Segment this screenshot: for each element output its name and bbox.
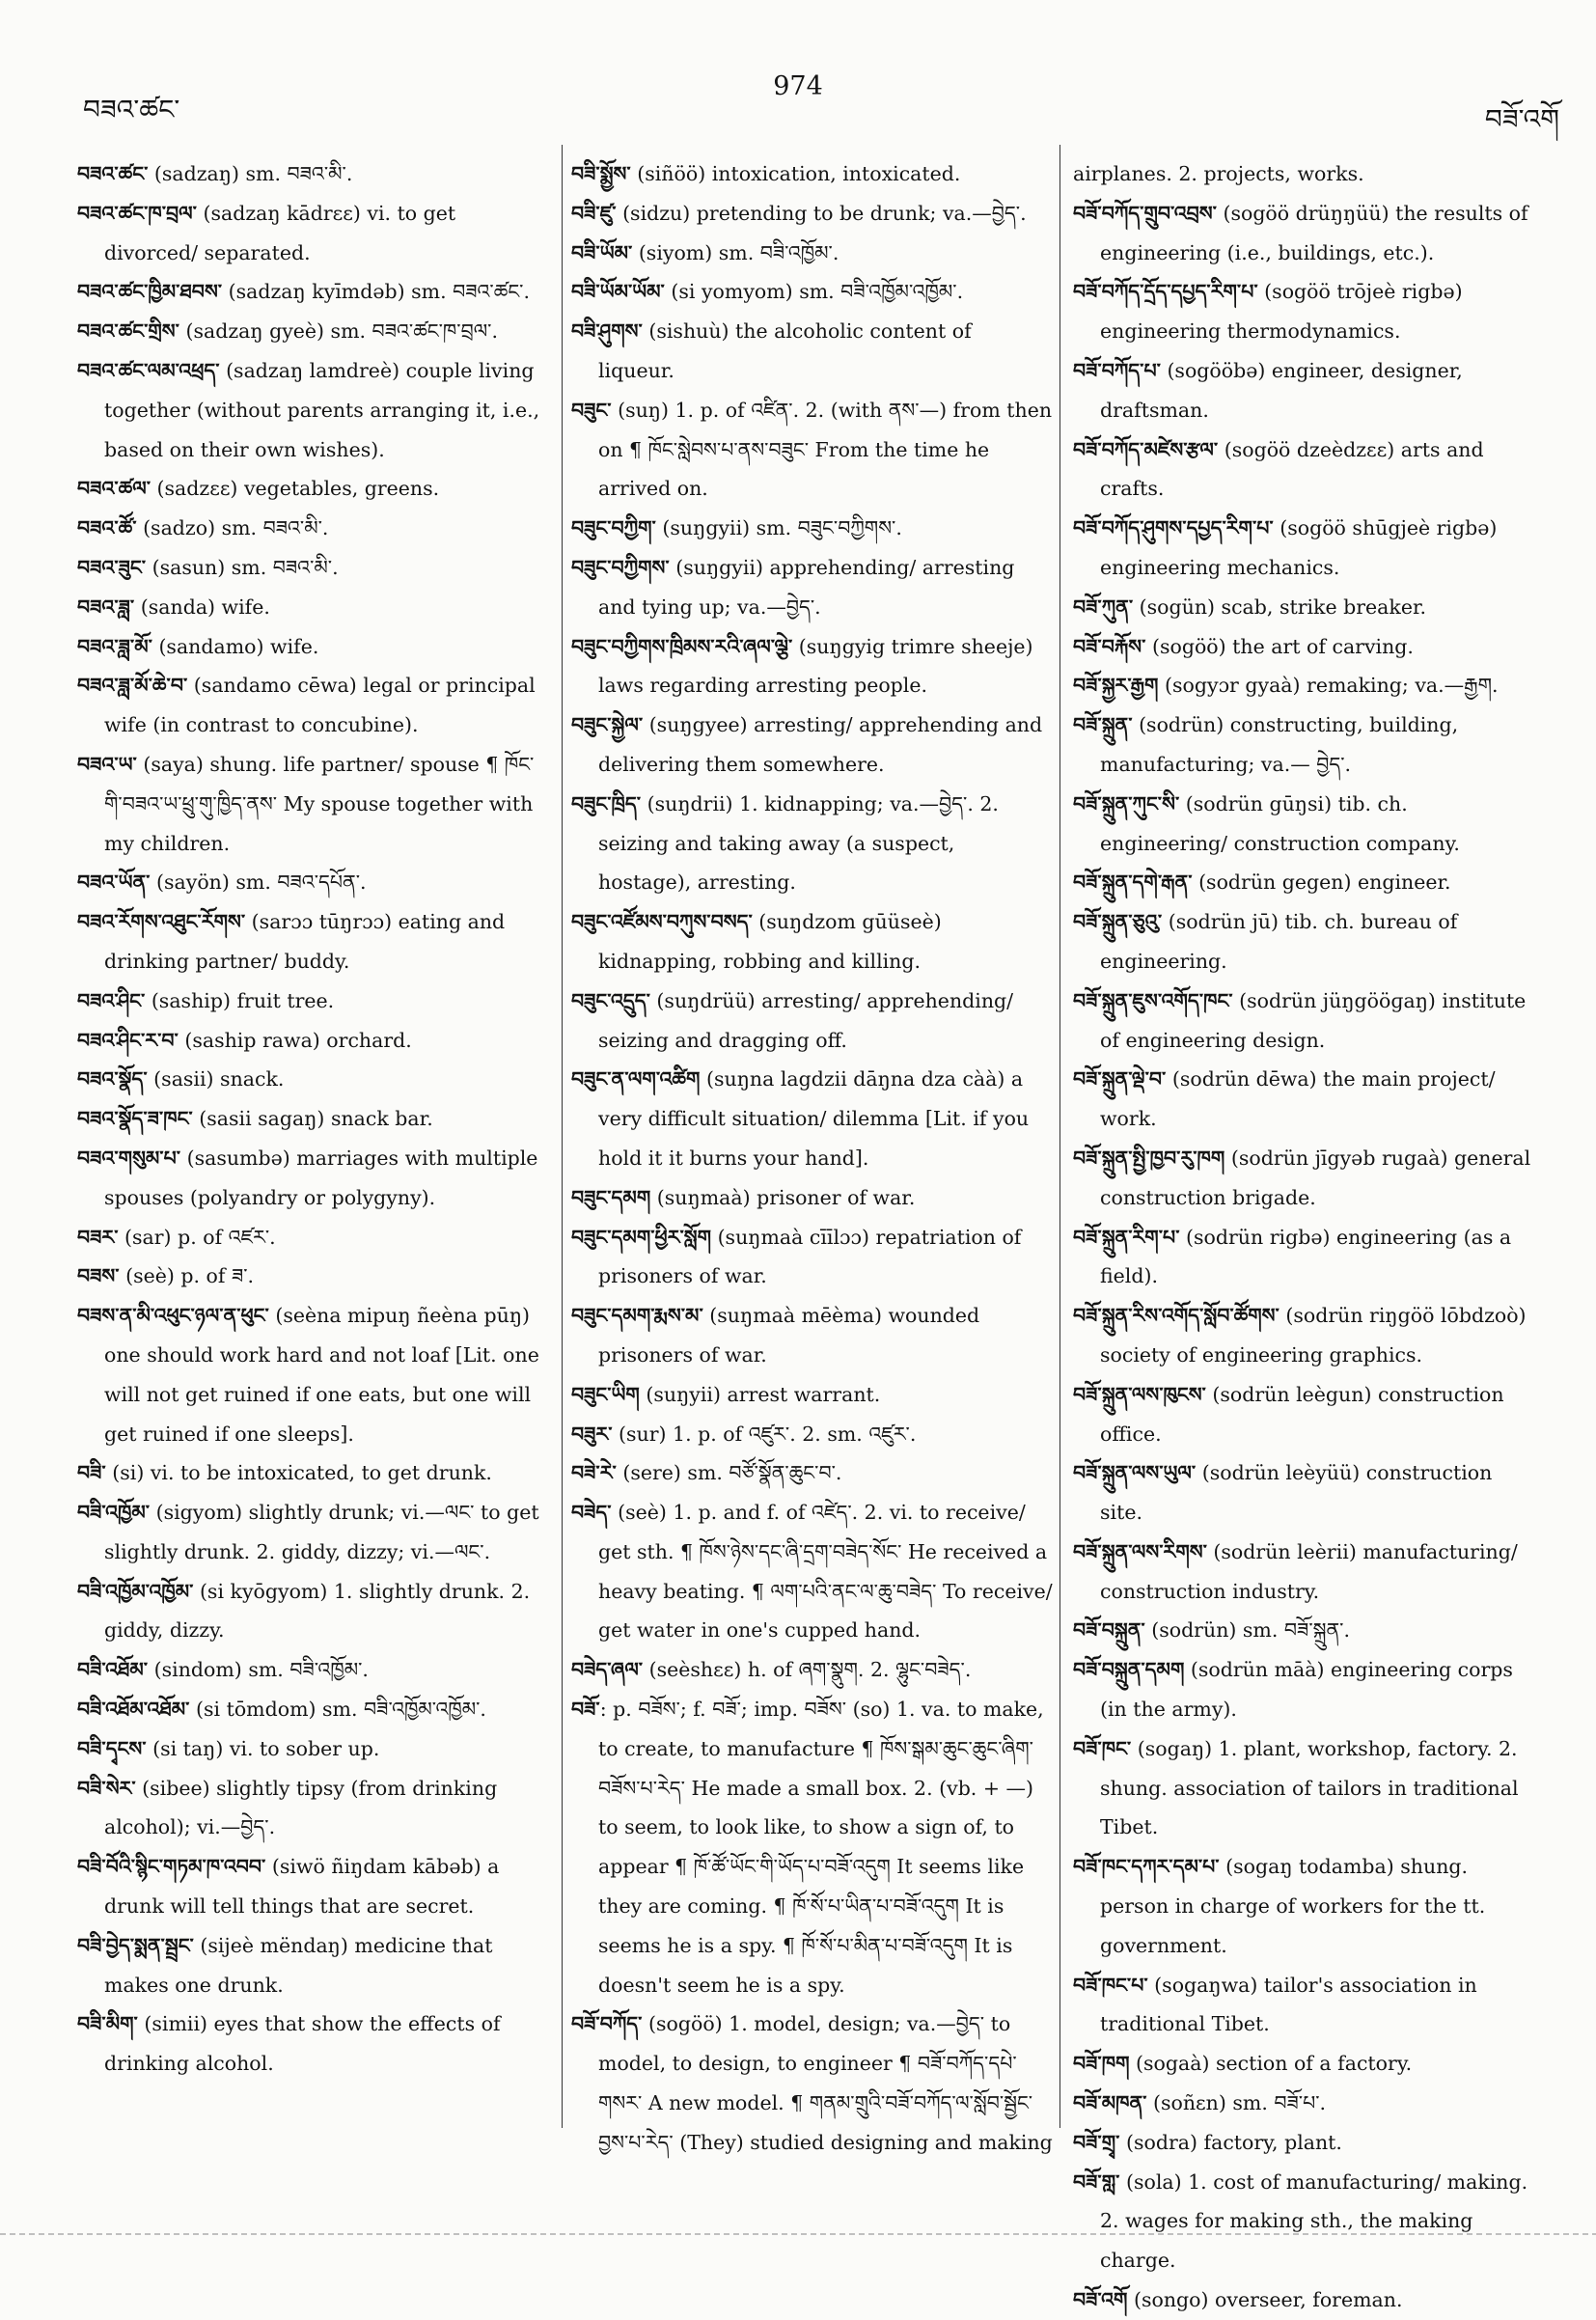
dictionary-entry [571, 1493, 1054, 1650]
entry-headword: བཟའ་ཟླ་མོ་ [77, 634, 152, 658]
entry-headword: བཟི་འཁྱོམ་འཁྱོམ་ [77, 1579, 194, 1603]
entry-definition: (saship) fruit tree. [145, 988, 335, 1012]
entry-definition: (sandamo cēwa) legal or principal wife (in contrast to concubine). [104, 674, 536, 737]
entry-definition: (sodrün leègun) construction office. [1100, 1382, 1504, 1446]
entry-headword: བཟོ་སྐྲུན་སྤྱི་ཁྱབ་རུ་ཁག [1073, 1146, 1225, 1170]
entry-definition: (seèna mipuŋ ñeèna pūŋ) one should work hard and not loaf [Lit. one will not get ruined if one eats, but one will get ruined if one sleeps]. [104, 1304, 539, 1446]
entry-headword: བཟའ་ཚལ་ [77, 477, 151, 501]
entry-headword: བཟོ་ཁང་དཀར་དམ་པ་ [1073, 1855, 1220, 1879]
dictionary-entry [571, 1296, 1054, 1375]
dictionary-entry [1073, 1060, 1534, 1139]
entry-definition: (si tōmdom) sm. བཟི་འཁྱོམ་འཁྱོམ་. [189, 1698, 486, 1722]
dictionary-entry [77, 981, 550, 1021]
dictionary-entry [1073, 1218, 1534, 1297]
dictionary-entry [77, 509, 550, 548]
dictionary-entry [1073, 1533, 1534, 1612]
entry-headword: བཟའ་ཤིང་ [77, 988, 146, 1012]
entry-headword: བཟོ་མཁན་ [1073, 2091, 1147, 2115]
entry-definition: (sidzu) pretending to be drunk; va.—བྱེད་. [616, 201, 1027, 225]
entry-definition: (seè) 1. p. and f. of འཛེད་. 2. vi. to receive/ get sth. ¶ ཁོས་ཉེས་དང་ཞི་དྲག་བཟེད་སོང་ He received a heavy beating. ¶ ལག་པའི་ནང་ལ་ཆུ་བཟེད་ To receive/ get water in one's cupped hand. [598, 1501, 1053, 1643]
entry-headword: བཟའ་ཚོ་ [77, 516, 137, 540]
entry-definition: (suŋyii) arrest warrant. [639, 1382, 881, 1406]
entry-headword: བཟའ་ཟླ་ [77, 594, 135, 619]
entry-headword: བཟོ་ཁག [1073, 2052, 1130, 2076]
entry-headword: བཟོ་སྐྲུན་རིག་པ་ [1073, 1225, 1180, 1249]
dictionary-entry [1073, 2280, 1534, 2320]
entry-headword: བཟི་བྱེད་སྨན་སྦྲང་ [77, 1933, 194, 1957]
entry-definition: (sodrün leèyüü) construction site. [1100, 1461, 1493, 1525]
dictionary-entry [1073, 194, 1534, 273]
entry-headword: བཟོ་ཁང་ [1073, 1736, 1132, 1760]
entry-definition: (suŋmaà cīīlɔɔ) repatriation of prisoners of war. [598, 1225, 1022, 1288]
entry-definition: (sayön) sm. བཟའ་དཔོན་. [150, 870, 367, 895]
entry-definition: (sodrün riŋgöö lōbdzoò) society of engineering graphics. [1100, 1304, 1527, 1367]
dictionary-entry [1073, 154, 1534, 194]
entry-headword: བཟའ་རོགས་འཐུང་རོགས་ [77, 910, 246, 934]
dictionary-entry [77, 666, 550, 745]
entry-definition: (sodrün) sm. བཟོ་སྐྲུན་. [1144, 1618, 1350, 1643]
dictionary-entry [77, 1257, 550, 1296]
dictionary-entry [77, 1847, 550, 1926]
entry-headword: བཟི་འཐོམ་འཐོམ་ [77, 1698, 190, 1722]
dictionary-entry [1073, 1966, 1534, 2045]
dictionary-entry [1073, 351, 1534, 430]
entry-headword: བཟུང་དམག་རྨས་མ་ [571, 1304, 703, 1328]
entry-headword: བཟུང་དམག་ཕྱིར་སློག [571, 1225, 712, 1249]
entry-definition: (sogöö dzeèdzɛɛ) arts and crafts. [1100, 437, 1484, 501]
entry-definition: (saya) shung. life partner/ spouse ¶ ཁོང་གི་བཟའ་ཡ་ཕྲུ་གུ་ཁྱིད་ནས་ My spouse together with my children. [104, 752, 535, 855]
entry-headword: བཟུང་བཀྱིགས་ [571, 555, 670, 579]
entry-definition: (sasun) sm. བཟའ་མི་. [146, 555, 339, 579]
entry-headword: བཟས་ [77, 1264, 120, 1288]
entry-headword: བཟོ་སྐྲུན་ཅུའུ་ [1073, 910, 1163, 934]
entry-definition: (si taŋ) vi. to sober up. [146, 1736, 380, 1760]
entry-headword: བཟོ་སྐྲུན་ལས་ཁུངས་ [1073, 1382, 1206, 1406]
page-header [0, 0, 1596, 135]
dictionary-entry [77, 1099, 550, 1139]
dictionary-entry [77, 1690, 550, 1729]
entry-headword: བཟོ་ [571, 1698, 600, 1722]
entry-headword: བཟུང་ཁྲིད་ [571, 791, 642, 815]
entry-headword: བཟེ་རེ་ [571, 1461, 617, 1485]
entry-definition: (sadzɛɛ) vegetables, greens. [151, 477, 440, 501]
entry-headword: བཟོ་གྲྭ་ [1073, 2130, 1120, 2154]
entry-headword: བཟོ་བཀོད་མཛེས་རྩལ་ [1073, 437, 1219, 461]
entry-headword: བཟེད་ [571, 1501, 612, 1525]
dictionary-entry [571, 1375, 1054, 1415]
entry-definition: (suŋdrüü) arresting/ apprehending/ seizing and dragging off. [598, 988, 1014, 1052]
entry-headword: བཟུང་བཀྱིགས་ཁྲིམས་རའི་ཞལ་ལྕེ་ [571, 634, 793, 658]
entry-definition: (sodrün dēwa) the main project/ work. [1100, 1067, 1496, 1131]
left-guide-word: བཟའ་ཚང་ [83, 94, 180, 125]
entry-definition: (si kyōgyom) 1. slightly drunk. 2. giddy, dizzy. [104, 1579, 531, 1643]
dictionary-entry [77, 154, 550, 194]
entry-headword: བཟོ་བཀོད་གྲུབ་འབྲས་ [1073, 201, 1217, 225]
entry-headword: བཟི་ཡོམ་ [571, 240, 633, 264]
dictionary-entry [1073, 2163, 1534, 2280]
entry-definition: (sadzo) sm. བཟའ་མི་. [136, 516, 329, 540]
entry-headword: བཟི་འཁྱོམ་ [77, 1501, 151, 1525]
entry-definition: (suŋ) 1. p. of འཛིན་. 2. (with ནས་—) from then on ¶ ཁོང་སླེབས་པ་ནས་བཟུང་ From the time he arrived on. [598, 398, 1053, 501]
entry-definition: (sindom) sm. བཟི་འཁྱོམ་. [148, 1658, 369, 1682]
dictionary-entry [1073, 1375, 1534, 1454]
entry-headword: བཟོ་སྐྲུན་ལས་རིགས་ [1073, 1539, 1207, 1563]
entry-headword: བཟའ་ཚང་ཁྱིམ་ཐབས་ [77, 280, 223, 304]
dictionary-entry [571, 1453, 1054, 1493]
entry-headword: བཟས་ན་མི་འཕུང་ཉལ་ན་ཕུང་ [77, 1304, 269, 1328]
entry-headword: བཟོ་སྐྱར་རྒྱག [1073, 674, 1159, 698]
dictionary-entry [77, 1769, 550, 1848]
entry-headword: བཟོ་སྐྲུན་ཇུས་འགོད་ཁང་ [1073, 988, 1233, 1012]
dictionary-entry [77, 863, 550, 902]
dictionary-entry [77, 1729, 550, 1769]
entry-definition: (suŋgyig trimre sheeje) laws regarding arresting people. [598, 634, 1033, 698]
dictionary-entry [77, 1218, 550, 1257]
dictionary-entry [1073, 666, 1534, 705]
dictionary-entry [77, 1453, 550, 1493]
entry-headword: བཟོ་གླ་ [1073, 2169, 1120, 2194]
entry-definition: (sanda) wife. [134, 594, 270, 619]
dictionary-entry [77, 1572, 550, 1651]
dictionary-entry [571, 391, 1054, 509]
dictionary-entry [571, 548, 1054, 627]
entry-definition: (sadzaŋ lamdreè) couple living together (without parents arranging it, i.e., based on their own wishes). [104, 358, 540, 461]
entry-headword: བཟོ་འགོ [1073, 2288, 1128, 2312]
dictionary-entry [77, 312, 550, 351]
dictionary-entry [1073, 785, 1534, 864]
entry-definition: (sasumbə) marriages with multiple spouses (polyandry or polygyny). [104, 1146, 538, 1209]
dictionary-entry [571, 1650, 1054, 1690]
dictionary-entry [1073, 1611, 1534, 1650]
dictionary-entry [571, 981, 1054, 1061]
entry-headword: བཟོ་བཀོད་ཤུགས་དཔྱད་རིག་པ་ [1073, 516, 1274, 540]
dictionary-entry [77, 1493, 550, 1572]
entry-headword: བཟའ་ཟུང་ [77, 555, 147, 579]
entry-definition: (sogün) scab, strike breaker. [1133, 594, 1427, 619]
entry-headword: བཟོ་སྐྲུན་ལས་ཡུལ་ [1073, 1461, 1197, 1485]
entry-definition: (sogööbə) engineer, designer, draftsman. [1100, 358, 1463, 422]
entry-definition: (sigyom) slightly drunk; vi.—ལང་ to get slightly drunk. 2. giddy, dizzy; vi.—ལང་. [104, 1501, 539, 1563]
dictionary-entry [77, 627, 550, 667]
entry-definition: (sodrün) constructing, building, manufacturing; va.— བྱེད་. [1100, 713, 1459, 776]
entry-headword: བཟའ་གསུམ་པ་ [77, 1146, 181, 1170]
entry-headword: བཟའ་ཚང་ལམ་འཕྲད་ [77, 358, 220, 382]
dictionary-entry [571, 194, 1054, 234]
entry-headword: བཟོ་བསྐྲུན་དམག [1073, 1658, 1185, 1682]
entry-definition: (suŋgyee) arresting/ apprehending and delivering them somewhere. [598, 713, 1043, 776]
dictionary-entry [571, 1060, 1054, 1177]
entry-definition: (sodra) factory, plant. [1119, 2130, 1342, 2154]
dictionary-entry [1073, 627, 1534, 667]
dictionary-entry [1073, 509, 1534, 588]
column-2 [571, 154, 1054, 2154]
entry-definition: (sogaŋ todamba) shung. person in charge of workers for the tt. government. [1100, 1855, 1486, 1957]
entry-headword: བཟི་འཐོམ་ [77, 1658, 149, 1682]
dictionary-entry [571, 785, 1054, 902]
scan-edge-artifact [0, 2233, 1596, 2235]
entry-definition: (si yomyom) sm. བཟི་འཁྱོམ་འཁྱོམ་. [664, 280, 964, 304]
entry-definition: (sodrün jüŋgööɡaŋ) institute of engineering design. [1100, 988, 1527, 1052]
entry-definition: (si) vi. to be intoxicated, to get drunk. [105, 1461, 492, 1485]
entry-headword: བཟའ་ཟླ་མོ་ཆེ་བ་ [77, 674, 188, 698]
entry-headword: བཟི་སེར་ [77, 1776, 136, 1800]
entry-definition: (sishuù) the alcoholic content of liqueur. [598, 319, 972, 382]
dictionary-entry [1073, 2123, 1534, 2163]
entry-definition: (sadzaŋ) sm. བཟའ་མི་. [148, 162, 353, 185]
entry-headword: བཟུང་འཛོམས་བཀུས་བསད་ [571, 910, 753, 934]
entry-headword: བཟི་སྨྱོས་ [571, 162, 631, 185]
entry-headword: བཟུང་དམག [571, 1185, 651, 1209]
entry-headword: བཟོ་བཀོད་ [571, 2012, 643, 2036]
dictionary-entry [1073, 981, 1534, 1061]
dictionary-entry [77, 1926, 550, 2005]
entry-definition: (suŋgyii) sm. བཟུང་བཀྱིགས་. [655, 516, 902, 540]
entry-headword: བཟོ་ཁང་པ་ [1073, 1973, 1148, 1997]
entry-headword: བཟི་ཡོམ་ཡོམ་ [571, 280, 665, 304]
entry-headword: བཟུང་ [571, 398, 612, 422]
entry-definition: (sadzaŋ kyīmdəb) sm. བཟའ་ཚང་. [222, 280, 530, 304]
entry-definition: (sasii) snack. [147, 1067, 285, 1091]
entry-definition: (suŋdrii) 1. kidnapping; va.—བྱེད་. 2. seizing and taking away (a suspect, hostage), arresting. [598, 791, 999, 895]
entry-headword: བཟོ་སྐྲུན་རིས་འགོད་སློབ་ཚོགས་ [1073, 1304, 1280, 1328]
dictionary-entry [1073, 902, 1534, 981]
entry-definition: (sere) sm. བཙོ་སྣོན་ཆུང་བ་. [616, 1461, 842, 1485]
dictionary-entry [571, 272, 1054, 312]
entry-definition: (sogöö) 1. model, design; va.—བྱེད་ to model, to design, to engineer ¶ བཟོ་བཀོད་དཔེ་གསར་ A new model. ¶ གནམ་གྲུའི་བཟོ་བཀོད་ལ་སློབ་སྦྱོང་བྱས་པ་རེད་ (They) studied designing and making [598, 2012, 1053, 2154]
dictionary-entry [77, 588, 550, 627]
dictionary-entry [1073, 1453, 1534, 1533]
dictionary-entry [77, 548, 550, 588]
dictionary-entry [77, 1650, 550, 1690]
entry-definition: (sogaà) section of a factory. [1129, 2052, 1413, 2076]
dictionary-body [77, 154, 1534, 2312]
entry-headword: བཟའ་ཡོན་ [77, 870, 151, 895]
dictionary-entry [571, 1218, 1054, 1297]
dictionary-entry [1073, 2044, 1534, 2084]
dictionary-entry [1073, 1650, 1534, 1729]
dictionary-entry [77, 745, 550, 863]
entry-definition: (sur) 1. p. of འཛུར་. 2. sm. འཛུར་. [612, 1422, 917, 1446]
dictionary-entry [77, 1021, 550, 1061]
entry-headword: བཟར་ [77, 1225, 119, 1249]
dictionary-entry [1073, 1729, 1534, 1847]
column-3 [1073, 154, 1534, 2312]
entry-headword: བཟི་ [77, 1461, 106, 1485]
dictionary-entry [77, 902, 550, 981]
dictionary-entry [77, 469, 550, 509]
dictionary-entry [571, 509, 1054, 548]
entry-definition: (sibee) slightly tipsy (from drinking alcohol); vi.—བྱེད་. [104, 1776, 498, 1839]
entry-headword: བཟུང་སྐྱེལ་ [571, 713, 644, 737]
entry-definition: (sasii sagaŋ) snack bar. [192, 1107, 433, 1131]
entry-definition: (siwö ñiŋdam kābəb) a drunk will tell things that are secret. [104, 1855, 500, 1919]
entry-definition: airplanes. 2. projects, works. [1073, 162, 1364, 185]
right-guide-word: བཟོ་འགོ [1484, 103, 1559, 135]
entry-definition: (sar) p. of འཛར་. [118, 1225, 276, 1249]
dictionary-entry [77, 1139, 550, 1218]
entry-definition: (siyom) sm. བཟི་འཁྱོམ་. [632, 240, 839, 264]
entry-headword: བཟོ་བཀོད་དྲོད་དཔྱད་རིག་པ་ [1073, 280, 1258, 304]
dictionary-entry [1073, 1847, 1534, 1965]
entry-definition: (suŋmaà mēèma) wounded prisoners of war. [598, 1304, 980, 1367]
entry-definition: : p. བཟོས་; f. བཟོ་; imp. བཟོས་ (so) 1. va. to make, to create, to manufacture ¶ ཁོས་སྒམ་ཆུང་ཆུང་ཞིག་བཟོས་པ་རེད་ He made a small box. 2. (vb. + —) to seem, to look like, to show a sign of, to appear ¶ ཁོ་ཚོ་ཡོང་གི་ཡོད་པ་བཟོ་འདུག It seems like they are coming. ¶ ཁོ་སོ་པ་ཡིན་པ་བཟོ་འདུག It is seems he is a spy. ¶ ཁོ་སོ་པ་མིན་པ་བཟོ་འདུག It is doesn't seem he is a spy. [598, 1698, 1044, 1997]
entry-definition: (siñöö) intoxication, intoxicated. [630, 162, 961, 185]
entry-headword: བཟི་དྭངས་ [77, 1736, 147, 1760]
dictionary-entry [1073, 272, 1534, 351]
entry-headword: བཟོ་ཀུན་ [1073, 594, 1134, 619]
entry-definition: (suŋdzom gūüseè) kidnapping, robbing and killing. [598, 910, 942, 973]
entry-definition: (sogöö trōjeè rigbə) engineering thermodynamics. [1100, 280, 1463, 344]
entry-definition: (saship rawa) orchard. [178, 1028, 412, 1052]
entry-headword: བཟའ་སྣོད་ [77, 1067, 148, 1091]
entry-headword: བཟུང་བཀྱིག་ [571, 516, 656, 540]
entry-definition: (songo) overseer, foreman. [1127, 2288, 1403, 2312]
dictionary-entry [1073, 705, 1534, 785]
entry-headword: བཟོ་སྐྲུན་ཀུང་སི་ [1073, 791, 1180, 815]
entry-headword: བཟའ་ཤིང་ར་བ་ [77, 1028, 179, 1052]
entry-headword: བཟི་བོའི་སྙིང་གཏམ་ཁ་འབབ་ [77, 1855, 266, 1879]
dictionary-entry [77, 1060, 550, 1099]
entry-definition: (sodrün jīgyəb rugaà) general construction brigade. [1100, 1146, 1531, 1209]
dictionary-entry [77, 2004, 550, 2084]
entry-headword: བཟོ་བསྐྲུན་ [1073, 1618, 1145, 1643]
entry-headword: བཟའ་ཚང་གྲིས་ [77, 319, 179, 344]
entry-headword: བཟི་ཛུ་ [571, 201, 617, 225]
entry-definition: (sandamo) wife. [151, 634, 319, 658]
entry-definition: (sogöö drüŋŋüü) the results of engineering (i.e., buildings, etc.). [1100, 201, 1528, 264]
entry-headword: བཟའ་ཚང་ [77, 162, 149, 185]
dictionary-entry [77, 351, 550, 469]
entry-definition: (sogyɔr gyaà) remaking; va.—རྒྱག. [1158, 674, 1499, 698]
entry-definition: (sogöö) the art of carving. [1145, 634, 1414, 658]
entry-definition: (sodrün rigbə) engineering (as a field). [1100, 1225, 1512, 1288]
entry-headword: བཟུང་འདྲུད་ [571, 988, 650, 1012]
dictionary-entry [1073, 1139, 1534, 1218]
entry-headword: བཟི་ཤུགས་ [571, 319, 643, 344]
entry-headword: བཟུང་ཡིག [571, 1382, 640, 1406]
dictionary-entry [1073, 588, 1534, 627]
entry-definition: (sogaŋ) 1. plant, workshop, factory. 2. shung. association of tailors in traditional Tibet. [1100, 1736, 1519, 1839]
entry-definition: (seèshɛɛ) h. of ཞག་སྣུག. 2. ལྷུང་བཟེད་. [643, 1658, 972, 1682]
entry-definition: (sarɔɔ tūŋrɔɔ) eating and drinking partner/ buddy. [104, 910, 506, 973]
entry-definition: (sadzaŋ kādrɛɛ) vi. to get divorced/ separated. [104, 201, 456, 264]
dictionary-entry [571, 1690, 1054, 2004]
dictionary-entry [571, 902, 1054, 981]
entry-headword: བཟུར་ [571, 1422, 613, 1446]
dictionary-entry [77, 1296, 550, 1453]
entry-headword: བཟུང་ན་ལག་འཚིག [571, 1067, 701, 1091]
entry-definition: (suŋna lagdzii dāŋna dza càà) a very difficult situation/ dilemma [Lit. if you hold it it burns your hand]. [598, 1067, 1030, 1170]
dictionary-entry [1073, 863, 1534, 902]
dictionary-entry [77, 272, 550, 312]
entry-definition: (simii) eyes that show the effects of drinking alcohol. [104, 2012, 501, 2076]
entry-definition: (soñɛn) sm. བཟོ་པ་. [1146, 2091, 1327, 2115]
dictionary-entry [571, 1178, 1054, 1218]
entry-headword: བཟི་མིག་ [77, 2012, 138, 2036]
dictionary-entry [1073, 430, 1534, 510]
dictionary-entry [77, 194, 550, 273]
entry-headword: བཟོ་སྐྲུན་ལྡེ་བ་ [1073, 1067, 1167, 1091]
entry-definition: (seè) p. of ཟ་. [119, 1264, 255, 1288]
entry-definition: (sogaŋwa) tailor's association in traditional Tibet. [1100, 1973, 1477, 2036]
entry-headword: བཟའ་ཡ་ [77, 752, 137, 776]
entry-headword: བཟའ་ཚང་ཁ་བྲལ་ [77, 201, 197, 225]
entry-headword: བཟོ་བརྐོས་ [1073, 634, 1146, 658]
dictionary-entry [571, 705, 1054, 785]
dictionary-entry [1073, 2084, 1534, 2123]
dictionary-entry [571, 1415, 1054, 1454]
entry-definition: (suŋgyii) apprehending/ arresting and tying up; va.—བྱེད་. [598, 555, 1015, 619]
entry-definition: (sodrün gegen) engineer. [1192, 870, 1451, 895]
dictionary-entry [571, 2004, 1054, 2162]
entry-definition: (sijeè mëndaŋ) medicine that makes one drunk. [104, 1933, 493, 1997]
entry-definition: (sodrün māà) engineering corps (in the army). [1100, 1658, 1513, 1722]
entry-definition: (sodrün leèrii) manufacturing/ construction industry. [1100, 1539, 1518, 1603]
entry-headword: བཟའ་སྣོད་ཟ་ཁང་ [77, 1107, 193, 1131]
dictionary-entry [1073, 1296, 1534, 1375]
entry-headword: བཟེད་ཞལ་ [571, 1658, 644, 1682]
entry-definition: (sodrün jū) tib. ch. bureau of engineering. [1100, 910, 1458, 973]
entry-definition: (sadzaŋ gyeè) sm. བཟའ་ཚང་ཁ་བྲལ་. [179, 319, 499, 344]
entry-definition: (sola) 1. cost of manufacturing/ making. 2. wages for making sth., the making charge. [1100, 2169, 1528, 2273]
entry-headword: བཟོ་སྐྲུན་དགེ་རྒན་ [1073, 870, 1193, 895]
column-1 [77, 154, 550, 2123]
dictionary-entry [571, 627, 1054, 706]
page-number: 974 [773, 71, 823, 101]
dictionary-entry [571, 154, 1054, 194]
entry-headword: བཟོ་སྐྲུན་ [1073, 713, 1133, 737]
entry-definition: (suŋmaà) prisoner of war. [650, 1185, 916, 1209]
entry-definition: (sodrün gūŋsi) tib. ch. engineering/ construction company. [1100, 791, 1460, 855]
entry-headword: བཟོ་བཀོད་པ་ [1073, 358, 1161, 382]
dictionary-entry [571, 234, 1054, 273]
entry-definition: (sogöö shūgjeè rigbə) engineering mechanics. [1100, 516, 1498, 579]
dictionary-entry [571, 312, 1054, 391]
